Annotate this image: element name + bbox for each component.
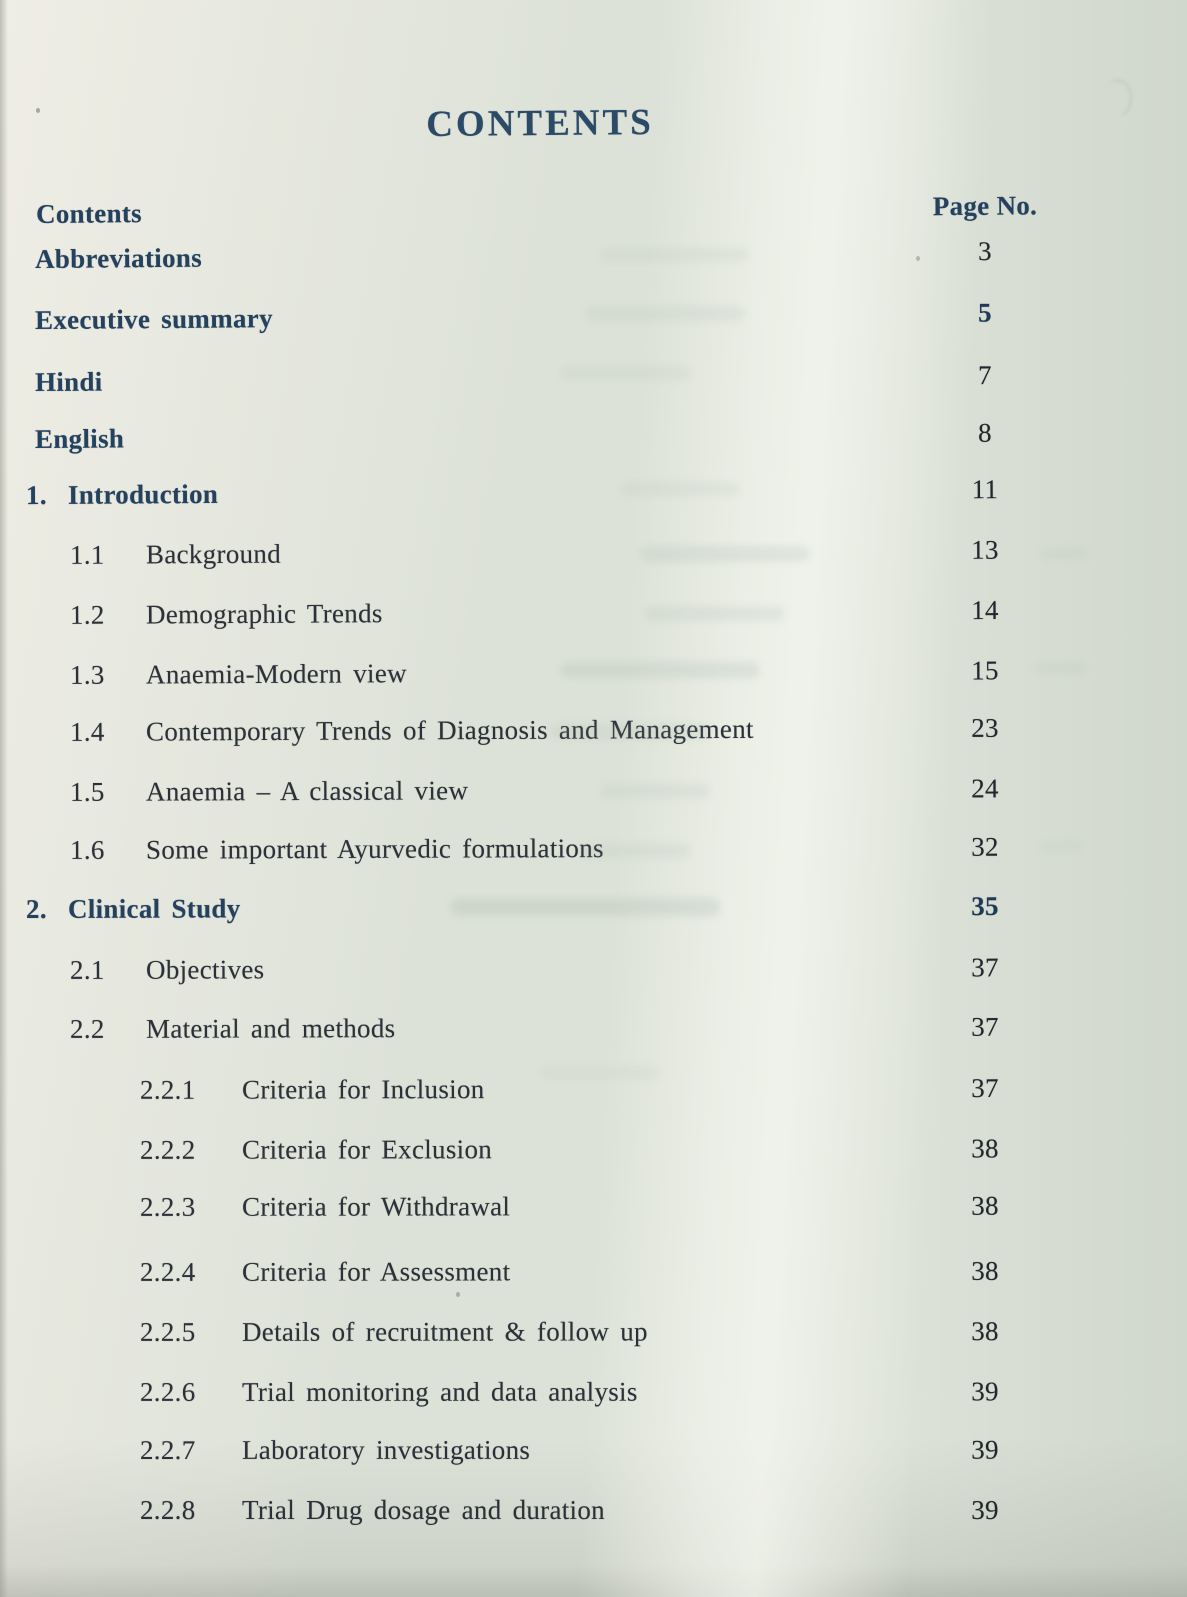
toc-item-page: 38 xyxy=(971,1190,999,1221)
toc-row xyxy=(0,293,1187,338)
toc-item-label: Trial Drug dosage and duration xyxy=(242,1495,605,1525)
toc-item-number: 2. xyxy=(25,893,47,925)
toc-item-number: 1. xyxy=(25,479,47,511)
toc-item-label: Anaemia – A classical view xyxy=(145,775,469,807)
toc-item-page: 24 xyxy=(971,773,999,804)
toc-item-page: 37 xyxy=(971,1072,999,1104)
toc-item-page: 13 xyxy=(971,534,999,565)
toc-header-row xyxy=(0,186,1187,232)
toc-item-page: 32 xyxy=(971,831,999,862)
toc-row xyxy=(0,651,1187,693)
toc-item-page: 39 xyxy=(971,1376,999,1407)
toc-item-label: Hindi xyxy=(34,366,103,398)
toc-item-page: 39 xyxy=(971,1434,999,1465)
toc-row xyxy=(0,531,1187,574)
toc-item-number: 2.2.5 xyxy=(139,1316,196,1347)
toc-row xyxy=(0,1187,1187,1225)
toc-item-page: 38 xyxy=(971,1316,999,1347)
toc-item-label: Background xyxy=(145,538,282,570)
toc-row xyxy=(0,591,1187,633)
toc-item-label: Criteria for Inclusion xyxy=(241,1074,485,1105)
toc-item-page: 38 xyxy=(971,1133,999,1164)
toc-item-label: Anaemia-Modern view xyxy=(145,658,407,690)
toc-item-number: 2.2.4 xyxy=(139,1256,196,1287)
pencil-mark-artifact xyxy=(1100,77,1136,121)
toc-item-number: 2.2.2 xyxy=(139,1134,196,1165)
toc-row xyxy=(0,1253,1187,1290)
toc-row xyxy=(0,1313,1187,1350)
toc-item-label: Demographic Trends xyxy=(145,598,383,630)
toc-row xyxy=(0,413,1187,457)
toc-item-number: 2.2.7 xyxy=(139,1434,196,1465)
toc-item-number: 1.5 xyxy=(69,776,105,807)
toc-item-number: 1.1 xyxy=(69,539,105,570)
toc-item-label: Criteria for Exclusion xyxy=(241,1134,493,1165)
toc-item-number: 1.4 xyxy=(69,716,105,747)
toc-item-number: 1.3 xyxy=(69,659,105,690)
toc-item-label: Contemporary Trends of Diagnosis and Management xyxy=(145,713,754,747)
toc-row xyxy=(0,231,1187,277)
toc-row xyxy=(0,887,1187,927)
toc-item-number: 2.2.1 xyxy=(139,1074,196,1105)
toc-row xyxy=(0,1373,1187,1410)
toc-item-page: 5 xyxy=(977,297,992,328)
toc-item-label: Some important Ayurvedic formulations xyxy=(145,833,604,865)
toc-item-label: Details of recruitment & follow up xyxy=(241,1316,648,1347)
toc-header-contents-label: Contents xyxy=(35,198,143,230)
toc-header-page-no-label: Page No. xyxy=(932,190,1038,222)
toc-item-label: Laboratory investigations xyxy=(241,1434,531,1465)
page-title: CONTENTS xyxy=(426,102,654,145)
toc-row xyxy=(0,1432,1187,1468)
toc-item-number: 1.6 xyxy=(69,834,105,865)
toc-item-label: Material and methods xyxy=(145,1013,396,1044)
toc-item-number: 1.2 xyxy=(69,599,105,630)
toc-item-page: 8 xyxy=(977,417,992,448)
toc-row xyxy=(0,949,1187,988)
toc-item-label: Criteria for Assessment xyxy=(241,1256,511,1287)
toc-item-page: 37 xyxy=(971,1011,999,1042)
toc-item-page: 7 xyxy=(977,360,992,391)
toc-item-page: 3 xyxy=(977,236,992,267)
toc-item-number: 2.1 xyxy=(69,954,105,985)
toc-item-label: Objectives xyxy=(145,954,265,985)
toc-item-label: Clinical Study xyxy=(67,893,241,924)
toc-item-page: 38 xyxy=(971,1255,999,1286)
toc-row xyxy=(0,1492,1187,1528)
toc-item-label: English xyxy=(34,423,125,455)
toc-row xyxy=(0,1008,1187,1047)
toc-item-page: 37 xyxy=(971,952,999,983)
toc-item-page: 35 xyxy=(971,890,999,922)
toc-item-page: 39 xyxy=(971,1495,999,1525)
toc-item-page: 15 xyxy=(971,655,999,686)
toc-row xyxy=(0,709,1187,750)
toc-item-label: Executive summary xyxy=(34,303,273,336)
toc-row xyxy=(0,1130,1187,1168)
toc-item-number: 2.2 xyxy=(69,1013,105,1044)
toc-item-label: Trial monitoring and data analysis xyxy=(241,1376,638,1407)
toc-item-label: Introduction xyxy=(67,478,219,510)
toc-item-page: 14 xyxy=(971,594,999,626)
toc-row xyxy=(0,470,1187,513)
toc-item-label: Criteria for Withdrawal xyxy=(241,1191,511,1222)
toc-item-label: Abbreviations xyxy=(34,242,203,275)
paper-speck xyxy=(456,1292,460,1297)
toc-row xyxy=(0,356,1187,401)
toc-item-number: 2.2.6 xyxy=(139,1376,196,1407)
toc-item-number: 2.2.8 xyxy=(140,1495,196,1525)
toc-item-page: 11 xyxy=(971,474,999,505)
toc-item-number: 2.2.3 xyxy=(139,1191,196,1222)
toc-row xyxy=(0,1070,1187,1108)
toc-row xyxy=(0,770,1187,811)
toc-item-page: 23 xyxy=(971,712,999,743)
toc-row xyxy=(0,828,1187,868)
